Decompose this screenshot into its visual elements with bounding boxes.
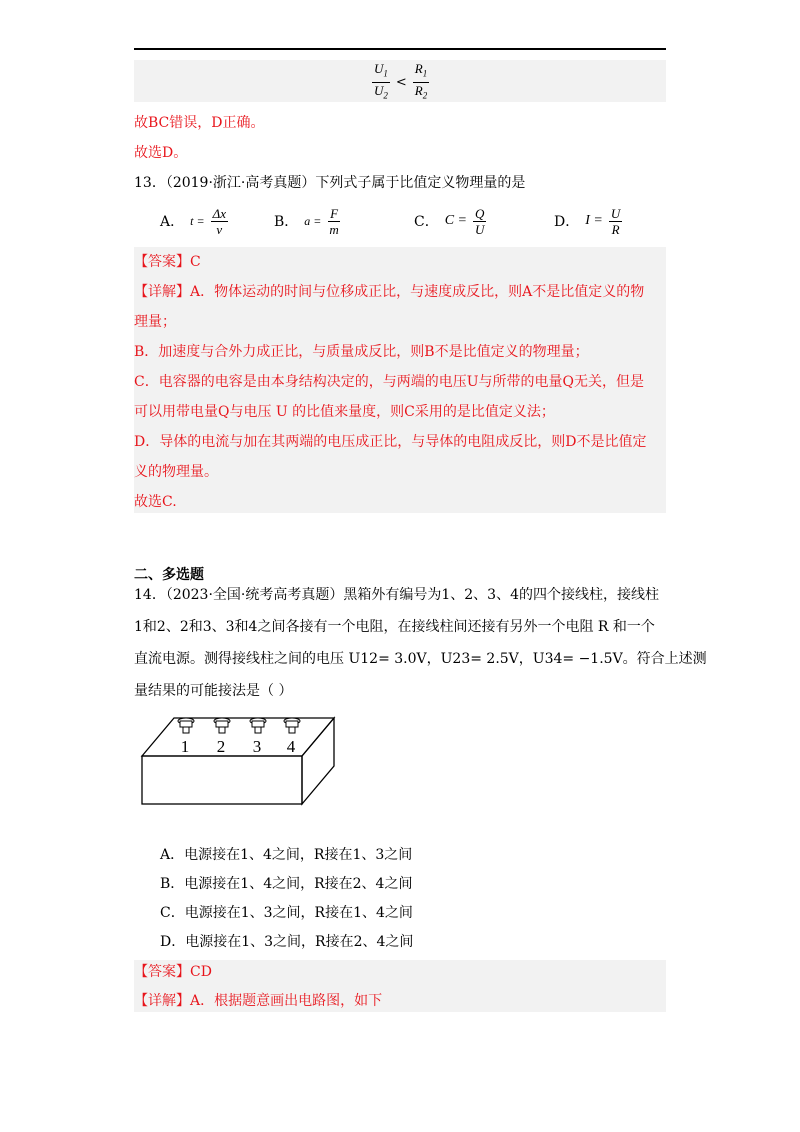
q13-option-c: C． C = $\frac{Q}{U}$ — [414, 205, 485, 237]
q13-detail-line: B．加速度与合外力成正比，与质量成反比，则B不是比值定义的物理量； — [134, 344, 589, 360]
q14-stem-line: 14．（2023·全国·统考高考真题）黑箱外有编号为1、2、3、4的四个接线柱，接线柱 — [134, 587, 659, 603]
q14-stem-line: 量结果的可能接法是（ ） — [134, 683, 293, 699]
q13-detail-line: C．电容器的电容是由本身结构决定的，与两端的电压U与所带的电量Q无关，但是 — [134, 374, 644, 390]
q13-option-d: D． I = $\frac{U}{R}$ — [554, 205, 621, 237]
terminal-post-1 — [178, 718, 194, 733]
q13-detail-line: 理量； — [134, 314, 176, 330]
box-front-face — [142, 756, 302, 804]
q13-stem: 13．（2019·浙江·高考真题）下列式子属于比值定义物理量的是 — [134, 175, 526, 191]
q13-detail-line: 故选C. — [134, 494, 177, 510]
q14-option-a: A．电源接在1、4之间，R接在1、3之间 — [160, 847, 413, 863]
q14-stem-line: 直流电源。测得接线柱之间的电压 U12= 3.0V，U23= 2.5V，U34= −1.5V。符合上述测 — [134, 651, 707, 667]
q14-stem-line: 1和2、2和3、3和4之间各接有一个电阻，在接线柱间还接有另外一个电阻 R 和一个 — [134, 619, 655, 635]
q13-detail-line: 【详解】A．物体运动的时间与位移成正比，与速度成反比，则A不是比值定义的物 — [134, 284, 645, 300]
box-top-face — [142, 718, 334, 756]
box-side-face — [302, 718, 334, 804]
prev-answer-line: 故选D。 — [134, 145, 188, 161]
terminal-label-3: 3 — [252, 737, 262, 756]
q13-detail-line: D．导体的电流与加在其两端的电压成正比，与导体的电阻成反比，则D不是比值定 — [134, 434, 647, 450]
terminal-post-3 — [250, 718, 266, 733]
q14-answer: 【答案】CD — [134, 964, 212, 980]
q13-detail-line: 可以用带电量Q与电压 U 的比值来量度，则C采用的是比值定义法； — [134, 404, 555, 420]
q13-option-b: B． a = $\frac{F}{m}$ — [274, 205, 339, 237]
q13-options — [160, 203, 640, 239]
q14-option-c: C．电源接在1、3之间，R接在1、4之间 — [160, 905, 413, 921]
terminal-label-4: 4 — [286, 737, 296, 756]
black-box-diagram — [138, 712, 344, 808]
terminal-post-4 — [284, 718, 300, 733]
terminal-label-1: 1 — [180, 737, 190, 756]
terminal-post-2 — [214, 718, 230, 733]
q13-option-a: A． t = $\frac{\Delta x}{v}$ — [160, 205, 226, 237]
terminal-label-2: 2 — [216, 737, 226, 756]
section-title: 二、多选题 — [134, 567, 204, 583]
q14-detail-line: 【详解】A．根据题意画出电路图，如下 — [134, 993, 383, 1009]
prev-answer-line: 故BC错误，D正确。 — [134, 115, 265, 131]
ratio-formula: $\frac{U_1}{U_2}$ < $\frac{R_1}{R_2}$ — [374, 61, 428, 101]
header-rule — [134, 48, 666, 50]
q14-option-d: D．电源接在1、3之间，R接在2、4之间 — [160, 934, 414, 950]
q13-answer: 【答案】C — [134, 254, 201, 270]
q14-option-b: B．电源接在1、4之间，R接在2、4之间 — [160, 876, 413, 892]
q13-detail-line: 义的物理量。 — [134, 464, 218, 480]
